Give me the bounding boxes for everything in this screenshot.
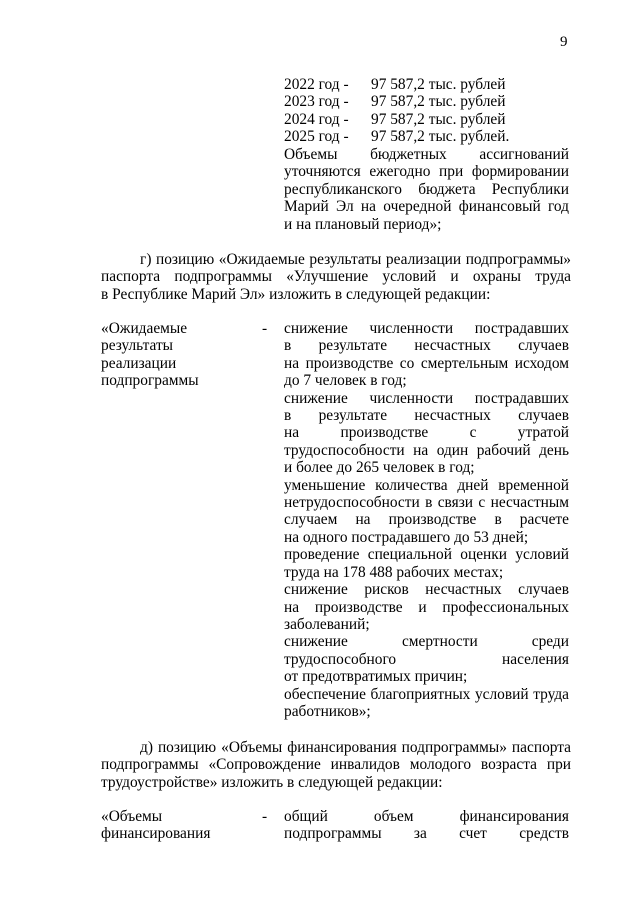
result-item: снижение рисков несчастных случаев на производстве и профессиональных заболеваний; (284, 581, 569, 633)
result-item: снижение численности пострадавших в результате несчастных случаев на производстве со смертельным исходом до 7 человек в год; (284, 320, 569, 390)
funding-label: «Объемы финансирования (101, 808, 211, 843)
text-line: д) позицию «Объемы финансирования подпрограммы» паспорта (140, 739, 571, 756)
budget-years (284, 76, 509, 146)
budget-note (284, 146, 569, 233)
text-line: в Республике Марий Эл» изложить в следующей редакции: (101, 285, 491, 303)
result-item: снижение смертности среди трудоспособного населения от предотвратимых причин; (284, 633, 569, 686)
paragraph-d (101, 739, 571, 791)
paragraph-g (101, 251, 571, 303)
budget-year-row: 2025 год - 97 587,2 тыс. рублей. (284, 128, 510, 146)
results-list (284, 320, 569, 720)
result-item: уменьшение количества дней временной нетрудоспособности в связи с несчастным случаем на производстве в расчете на одного пострадавшего до 53 дней; (284, 476, 569, 546)
budget-year-row: 2024 год - 97 587,2 тыс. рублей (284, 110, 506, 128)
results-label: «Ожидаемые результаты реализации подпрограммы (101, 320, 199, 390)
result-item: снижение численности пострадавших в результате несчастных случаев на производстве с утратой трудоспособности на один рабочий день и более до 265 человек в год; (284, 389, 569, 477)
text-line: Марий Эл на очередной финансовый год (284, 198, 569, 216)
text-line: паспорта подпрограммы «Улучшение условий и охраны труда (101, 268, 571, 286)
text-line: трудоустройстве» изложить в следующей редакции: (101, 773, 443, 791)
text-line: Объемы бюджетных ассигнований (284, 146, 569, 163)
text-line: подпрограммы «Сопровождение инвалидов молодого возраста при (101, 756, 571, 774)
result-item: обеспечение благоприятных условий труда работников»; (284, 685, 569, 720)
budget-year-row: 2023 год - 97 587,2 тыс. рублей (284, 93, 506, 111)
funding-text: общий объем финансирования подпрограммы за счет средств (284, 808, 569, 843)
text-line: республиканского бюджета Республики (284, 180, 569, 198)
results-dash: - (262, 320, 268, 337)
result-item: проведение специальной оценки условий труда на 178 488 рабочих местах; (284, 546, 569, 581)
text-line: и на плановый период»; (284, 215, 442, 233)
page-number: 9 (560, 34, 568, 50)
text-line: уточняются ежегодно при формировании (284, 163, 569, 181)
funding-dash: - (262, 808, 268, 825)
budget-year-row: 2022 год - 97 587,2 тыс. рублей (284, 76, 506, 93)
text-line: г) позицию «Ожидаемые результаты реализации подпрограммы» (140, 251, 571, 268)
